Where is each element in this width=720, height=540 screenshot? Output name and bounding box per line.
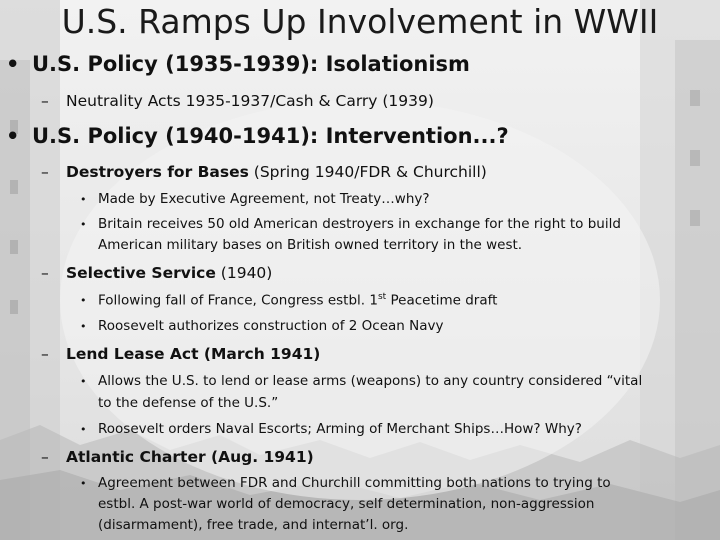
detail-text: Roosevelt orders Naval Escorts; Arming of Merchant Ships…How? Why? [98, 421, 582, 437]
dash-icon: – [41, 92, 49, 110]
bullet-icon: • [80, 294, 87, 307]
slide-title: U.S. Ramps Up Involvement in WWII [61, 2, 659, 41]
detail-text: Roosevelt authorizes construction of 2 Ocean Navy [98, 318, 444, 334]
detail-text [98, 292, 497, 309]
detail-text: (disarmament), free trade, and internat’l. org. [98, 517, 409, 533]
dash-icon: – [41, 345, 49, 363]
bullet-text: U.S. Policy (1935-1939): Isolationism [32, 52, 470, 76]
sub-bullet-rest: (1940) [215, 264, 273, 282]
bullet-icon: • [6, 124, 20, 148]
detail-text: estbl. A post-war world of democracy, self determination, non-aggression [98, 496, 595, 512]
dash-icon: – [41, 163, 49, 181]
sub-bullet-bold: Atlantic Charter (Aug. 1941) [66, 448, 314, 466]
detail-text: Allows the U.S. to lend or lease arms (weapons) to any country considered “vital [98, 373, 643, 389]
dash-icon: – [41, 448, 49, 466]
detail-text: American military bases on British owned territory in the west. [98, 237, 523, 253]
sub-bullet-text [66, 448, 314, 466]
bullet-icon: • [80, 477, 87, 490]
bullet-text: U.S. Policy (1940-1941): Intervention...? [32, 124, 509, 148]
sub-bullet-text: Neutrality Acts 1935-1937/Cash & Carry (1939) [66, 92, 434, 110]
sub-bullet-bold: Lend Lease Act (March 1941) [66, 345, 321, 363]
bullet-icon: • [80, 375, 87, 388]
sub-bullet-rest: (Spring 1940/FDR & Churchill) [248, 163, 487, 181]
superscript: st [377, 292, 387, 302]
sub-bullet-bold: Selective Service [66, 264, 216, 282]
sub-bullet-text [66, 163, 487, 181]
detail-text: Britain receives 50 old American destroyers in exchange for the right to build [98, 216, 621, 232]
bullet-icon: • [80, 320, 87, 333]
detail-text: Made by Executive Agreement, not Treaty…why? [98, 191, 430, 207]
sub-bullet-text [66, 345, 320, 363]
bullet-icon: • [80, 423, 87, 436]
detail-text: Agreement between FDR and Churchill committing both nations to trying to [98, 475, 611, 491]
detail-text: to the defense of the U.S.” [98, 395, 279, 411]
dash-icon: – [41, 264, 49, 282]
bullet-icon: • [6, 52, 20, 76]
bullet-icon: • [80, 193, 87, 206]
sub-bullet-text [66, 264, 272, 282]
sub-bullet-bold: Destroyers for Bases [66, 163, 249, 181]
detail-text-after: Peacetime draft [386, 292, 498, 309]
detail-text-main: Following fall of France, Congress estbl. 1 [98, 292, 378, 309]
bullet-icon: • [80, 218, 87, 231]
